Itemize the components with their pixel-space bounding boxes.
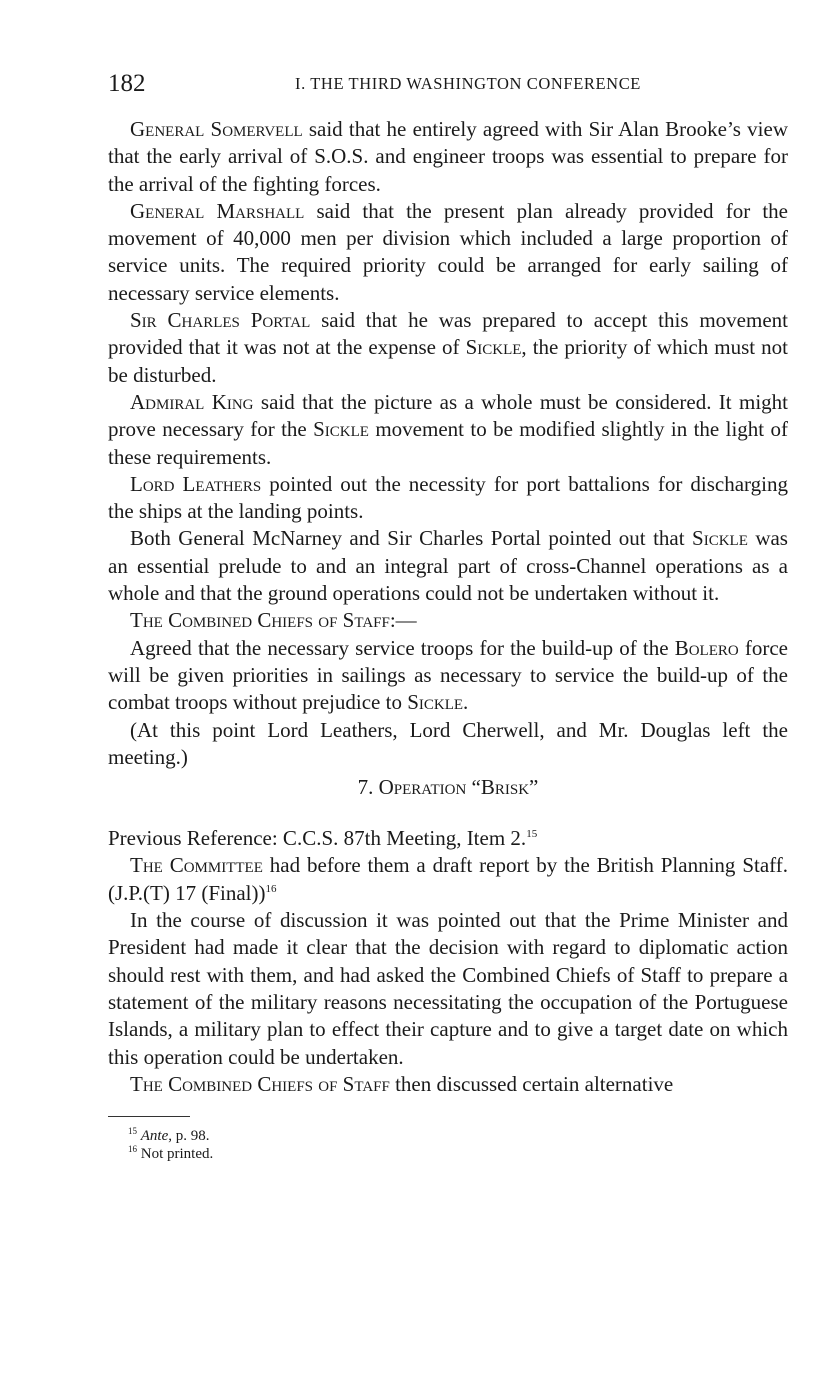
footnote-divider [108, 1116, 190, 1117]
speaker-name: The Combined Chiefs of Staff [130, 1071, 390, 1096]
paragraph-text: said that he entirely agreed with Sir Alan Brooke’s view that the early arrival of S.O.S. and engineer troops was essential to prepare for the arrival of the fighting forces. [108, 117, 788, 196]
footnote-text: Not printed. [140, 1146, 214, 1163]
paragraph-text: had before them a draft report by the British Planning Staff. (J.P.(T) 17 (Final)) [108, 853, 789, 905]
paragraph-king [108, 389, 788, 471]
paragraph-text: said that he was prepared to accept this movement provided that it was not at the expense of [108, 308, 788, 360]
footnote-marker: 15 [128, 1126, 137, 1137]
section-title-quote: “Brisk” [466, 775, 539, 800]
paragraph-text: In the course of discussion it was pointed out that the Prime Minister and President had made it clear that the decision with regard to diplomatic action should rest with them, and had asked the Combined Chiefs of Staff to prepare a statement of the military reasons necessitating the occupation of the Portuguese Islands, a military plan to effect their capture and to give a target date on which this operation could be undertaken. [108, 908, 788, 1069]
section-heading [108, 774, 788, 801]
paragraph-text: force will be given priorities in sailings as necessary to service the build-up of the combat troops without prejudice to [108, 635, 788, 715]
paragraph-text: Agreed that the necessary service troops for the build-up of the [130, 635, 675, 660]
paragraph-text: Previous Reference: C.C.S. 87th Meeting, Item 2. [108, 826, 527, 851]
paragraph-text: was an essential prelude to and an integral part of cross-Channel operations as a whole and that the ground operations could not be undertaken without it. [108, 526, 788, 606]
paragraph-ccs-discussed [108, 1071, 788, 1098]
footnote-marker: 16 [128, 1144, 137, 1155]
speaker-name: General Somervell [130, 117, 303, 141]
running-head: I. THE THIRD WASHINGTON CONFERENCE [295, 74, 641, 93]
footnote [128, 1145, 788, 1163]
paragraph-left-meeting [108, 717, 788, 772]
paragraph-text: Both General McNarney and Sir Charles Portal pointed out that [130, 526, 693, 551]
code-name: Sickle [692, 526, 748, 551]
speaker-name: Sir Charles Portal [130, 308, 311, 333]
page-body [108, 116, 788, 1163]
footnote [128, 1127, 788, 1145]
footnote-text: , p. 98. [168, 1128, 210, 1145]
paragraph-marshall [108, 198, 788, 307]
paragraph-text: then discussed certain alternative [389, 1071, 674, 1096]
paragraph-text: (At this point Lord Leathers, Lord Cherwell, and Mr. Douglas left the meeting.) [108, 717, 788, 769]
paragraph-mcnarney-portal [108, 525, 788, 607]
speaker-name: General Marshall [130, 198, 305, 223]
paragraph-text: said that the present plan already provided for the movement of 40,000 men per division which included a large proportion of service units. The required priority could be arranged for early sailing of necessary service elements. [108, 198, 788, 305]
paragraph-portal [108, 307, 788, 389]
paragraph-text: :— [389, 608, 417, 633]
paragraph-text: pointed out the necessity for port battalions for discharging the ships at the landing points. [108, 471, 788, 524]
document-page [108, 60, 788, 1163]
code-name: Sickle [407, 690, 464, 715]
section-number: 7. [357, 775, 379, 800]
paragraph-committee [108, 852, 788, 907]
paragraph-discussion [108, 907, 788, 1071]
footnote-ref: 15 [526, 828, 538, 841]
speaker-name: Lord Leathers [130, 471, 262, 496]
paragraph-text: , the priority of which must not be disturbed. [108, 335, 788, 387]
code-name: Bolero [674, 635, 739, 660]
footnote-ref: 16 [265, 882, 277, 895]
paragraph-agreed [108, 635, 788, 717]
paragraph-text: . [463, 690, 469, 715]
section-title: Operation [378, 775, 467, 800]
speaker-name: The Committee [130, 853, 263, 878]
paragraph-somervell [108, 116, 788, 198]
previous-reference [108, 825, 788, 852]
code-name: Sickle [465, 335, 522, 360]
footnote-italic: Ante [140, 1128, 169, 1145]
paragraph-text: movement to be modified slightly in the light of these requirements. [108, 417, 788, 469]
page-number: 182 [108, 70, 146, 97]
page-header [108, 60, 788, 100]
paragraph-ccs-heading [108, 607, 788, 634]
paragraph-text: said that the picture as a whole must be considered. It might prove necessary for the [108, 389, 789, 442]
paragraph-leathers [108, 471, 788, 526]
speaker-name: The Combined Chiefs of Staff [130, 608, 390, 633]
code-name: Sickle [313, 417, 369, 442]
speaker-name: Admiral King [130, 389, 254, 414]
